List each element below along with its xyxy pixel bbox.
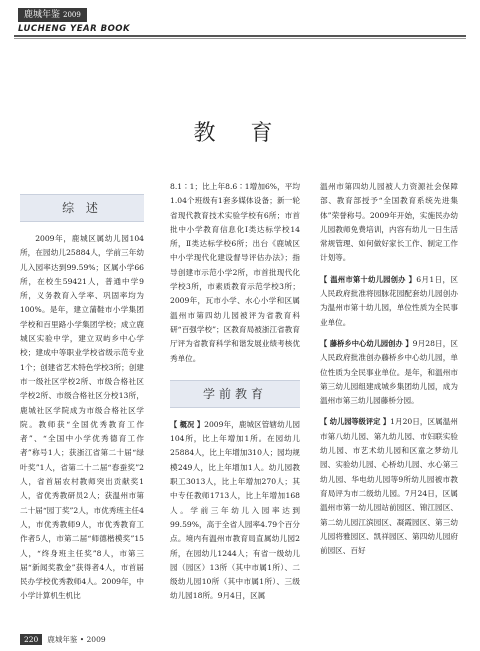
entry-lead-overview: 【 概况 】 <box>170 419 205 429</box>
entry-tenth-kindergarten <box>320 273 458 330</box>
column-2 <box>170 180 300 604</box>
page-footer <box>20 634 106 645</box>
section-heading-preschool: 学前教育 <box>170 380 300 408</box>
running-header-subtitle: LUCHENG YEAR BOOK <box>18 24 131 34</box>
running-header-tab <box>18 8 87 22</box>
chapter-title: 教 育 <box>193 121 287 146</box>
footer-label: 鹿城年鉴 • 2009 <box>47 635 106 644</box>
header-rule <box>14 35 466 37</box>
entry-lead-grade-evaluation: 【 幼儿园等级评定 】 <box>320 417 391 427</box>
overview-paragraph-cont: 8.1∶1；比上年8.6∶1增加6%，平均1.04个班级有1套多媒体设备；新一轮省现代教育技术实验学校有6所；市首批中小学教育信息化Ⅰ类达标学校14所，Ⅱ类达标学校6所；出台《鹿城区中小学现代化建设督导评估办法》；指导创建市示范小学2所，市首批现代化学校3所，市素质教育示范学校3所；2009年，瓦市小学、水心小学和区属温州市第四幼儿园被评为省教育科研“百强学校”；区教育局被浙江省教育厅评为省教育科学和谐发展业绩考核优秀单位。 <box>170 182 300 363</box>
paragraph-cont: 温州市第四幼儿园被人力资源社会保障部、教育部授予“全国教育系统先进集体”荣誉称号。2009年开始，实施民办幼儿园教师免费培训，内容有幼儿一日生活常规管理、如何做好家长工作、制定工作计划等。 <box>320 182 458 263</box>
column-3 <box>320 180 458 558</box>
header-rule-thin <box>14 38 466 39</box>
entry-lead-tengqiao-kindergarten: 【 藤桥乡中心幼儿园创办 】 <box>320 338 413 348</box>
preschool-overview-paragraph <box>170 418 300 604</box>
running-header-year: 2009 <box>63 11 81 19</box>
section-heading-overview: 综 述 <box>20 194 144 222</box>
overview-paragraph: 2009年，鹿城区属幼儿园104所，在园幼儿25884人，学前三年幼儿入园率达到99.59%；区属小学66所，在校生59421人，普通中学9所，义务教育入学率、巩固率均为100%。是年，建立蒲鞋市小学集团学校和百里路小学集团学校；成立鹿城区实验中学，建立双屿乡中心学校；建成中等职业学校省级示范专业1个；创建省艺术特色学校3所；创建市一级社区学校2所、市级合格社区学校2所、市级合格社区分校13所，鹿城社区学院成为市级合格社区学院。教师获“全国优秀教育工作者”、“全国中小学优秀德育工作者”称号1人；获浙江省第二十届“绿叶奖”1人，省第二十二届“春蚕奖”2人，省首届农村教师突出贡献奖1人，省优秀教研员2人；获温州市第二十届“园丁奖”2人，市优秀班主任4人，市优秀教师9人，市优秀教育工作者5人，市第二届“师德楷模奖”15人，“终身班主任奖”8人，市第三届“新闻奖教金”获得者4人，市首届民办学校优秀教师4人。2009年，中小学计算机生机比 <box>20 234 144 601</box>
entry-grade-evaluation <box>320 415 458 558</box>
running-header-title: 鹿城年鉴 <box>24 10 61 20</box>
entry-text-grade-evaluation: 1月20日，区属温州市第八幼儿园、第九幼儿园、市妇联实验幼儿园、市艺术幼儿园和区童之梦幼儿园、实验幼儿园、心桥幼儿园、水心第三幼儿园、华电幼儿园等9所幼儿园被市教育局评为市二级幼儿园。7月24日，区属温州市第一幼儿园站前园区、锦江园区、第二幼儿园江滨园区、凝霞园区、第三幼儿园将雅园区、凯祥园区、第四幼儿园府前园区、百好 <box>320 417 458 556</box>
entry-text-tenth-kindergarten: 6月1日，区人民政府批准将园脉花园配套幼儿园创办为温州市第十幼儿园，单位性质为全民事业单位。 <box>320 274 458 327</box>
entry-tengqiao-kindergarten <box>320 337 458 408</box>
page-number: 220 <box>20 634 42 645</box>
column-1 <box>20 180 144 604</box>
entry-text-overview: 2009年，鹿城区管辖幼儿园104所，比上年增加1所。在园幼儿25884人，比上年增加310人；园均规模249人，比上年增加1人。幼儿园教职工3013人，比上年增加270人；其中专任教师1713人，比上年增加168人。学前三年幼儿入园率达到99.59%，高于全省人园率4.79个百分点。境内有温州市教育局直属幼儿园2所，在园幼儿1244人；有省一级幼儿园（园区）13所（其中市属1所）、二级幼儿园10所（其中市属1所）、三级幼儿园18所。9月4日，区属 <box>170 419 300 601</box>
entry-text-tengqiao-kindergarten: 9月28日，区人民政府批准创办藤桥乡中心幼儿园，单位性质为全民事业单位。是年，和温州市第三幼儿园组建成城乡集团幼儿园，成为温州市第三幼儿园藤桥分园。 <box>320 338 458 406</box>
entry-lead-tenth-kindergarten: 【 温州市第十幼儿园创办 】 <box>320 274 417 284</box>
